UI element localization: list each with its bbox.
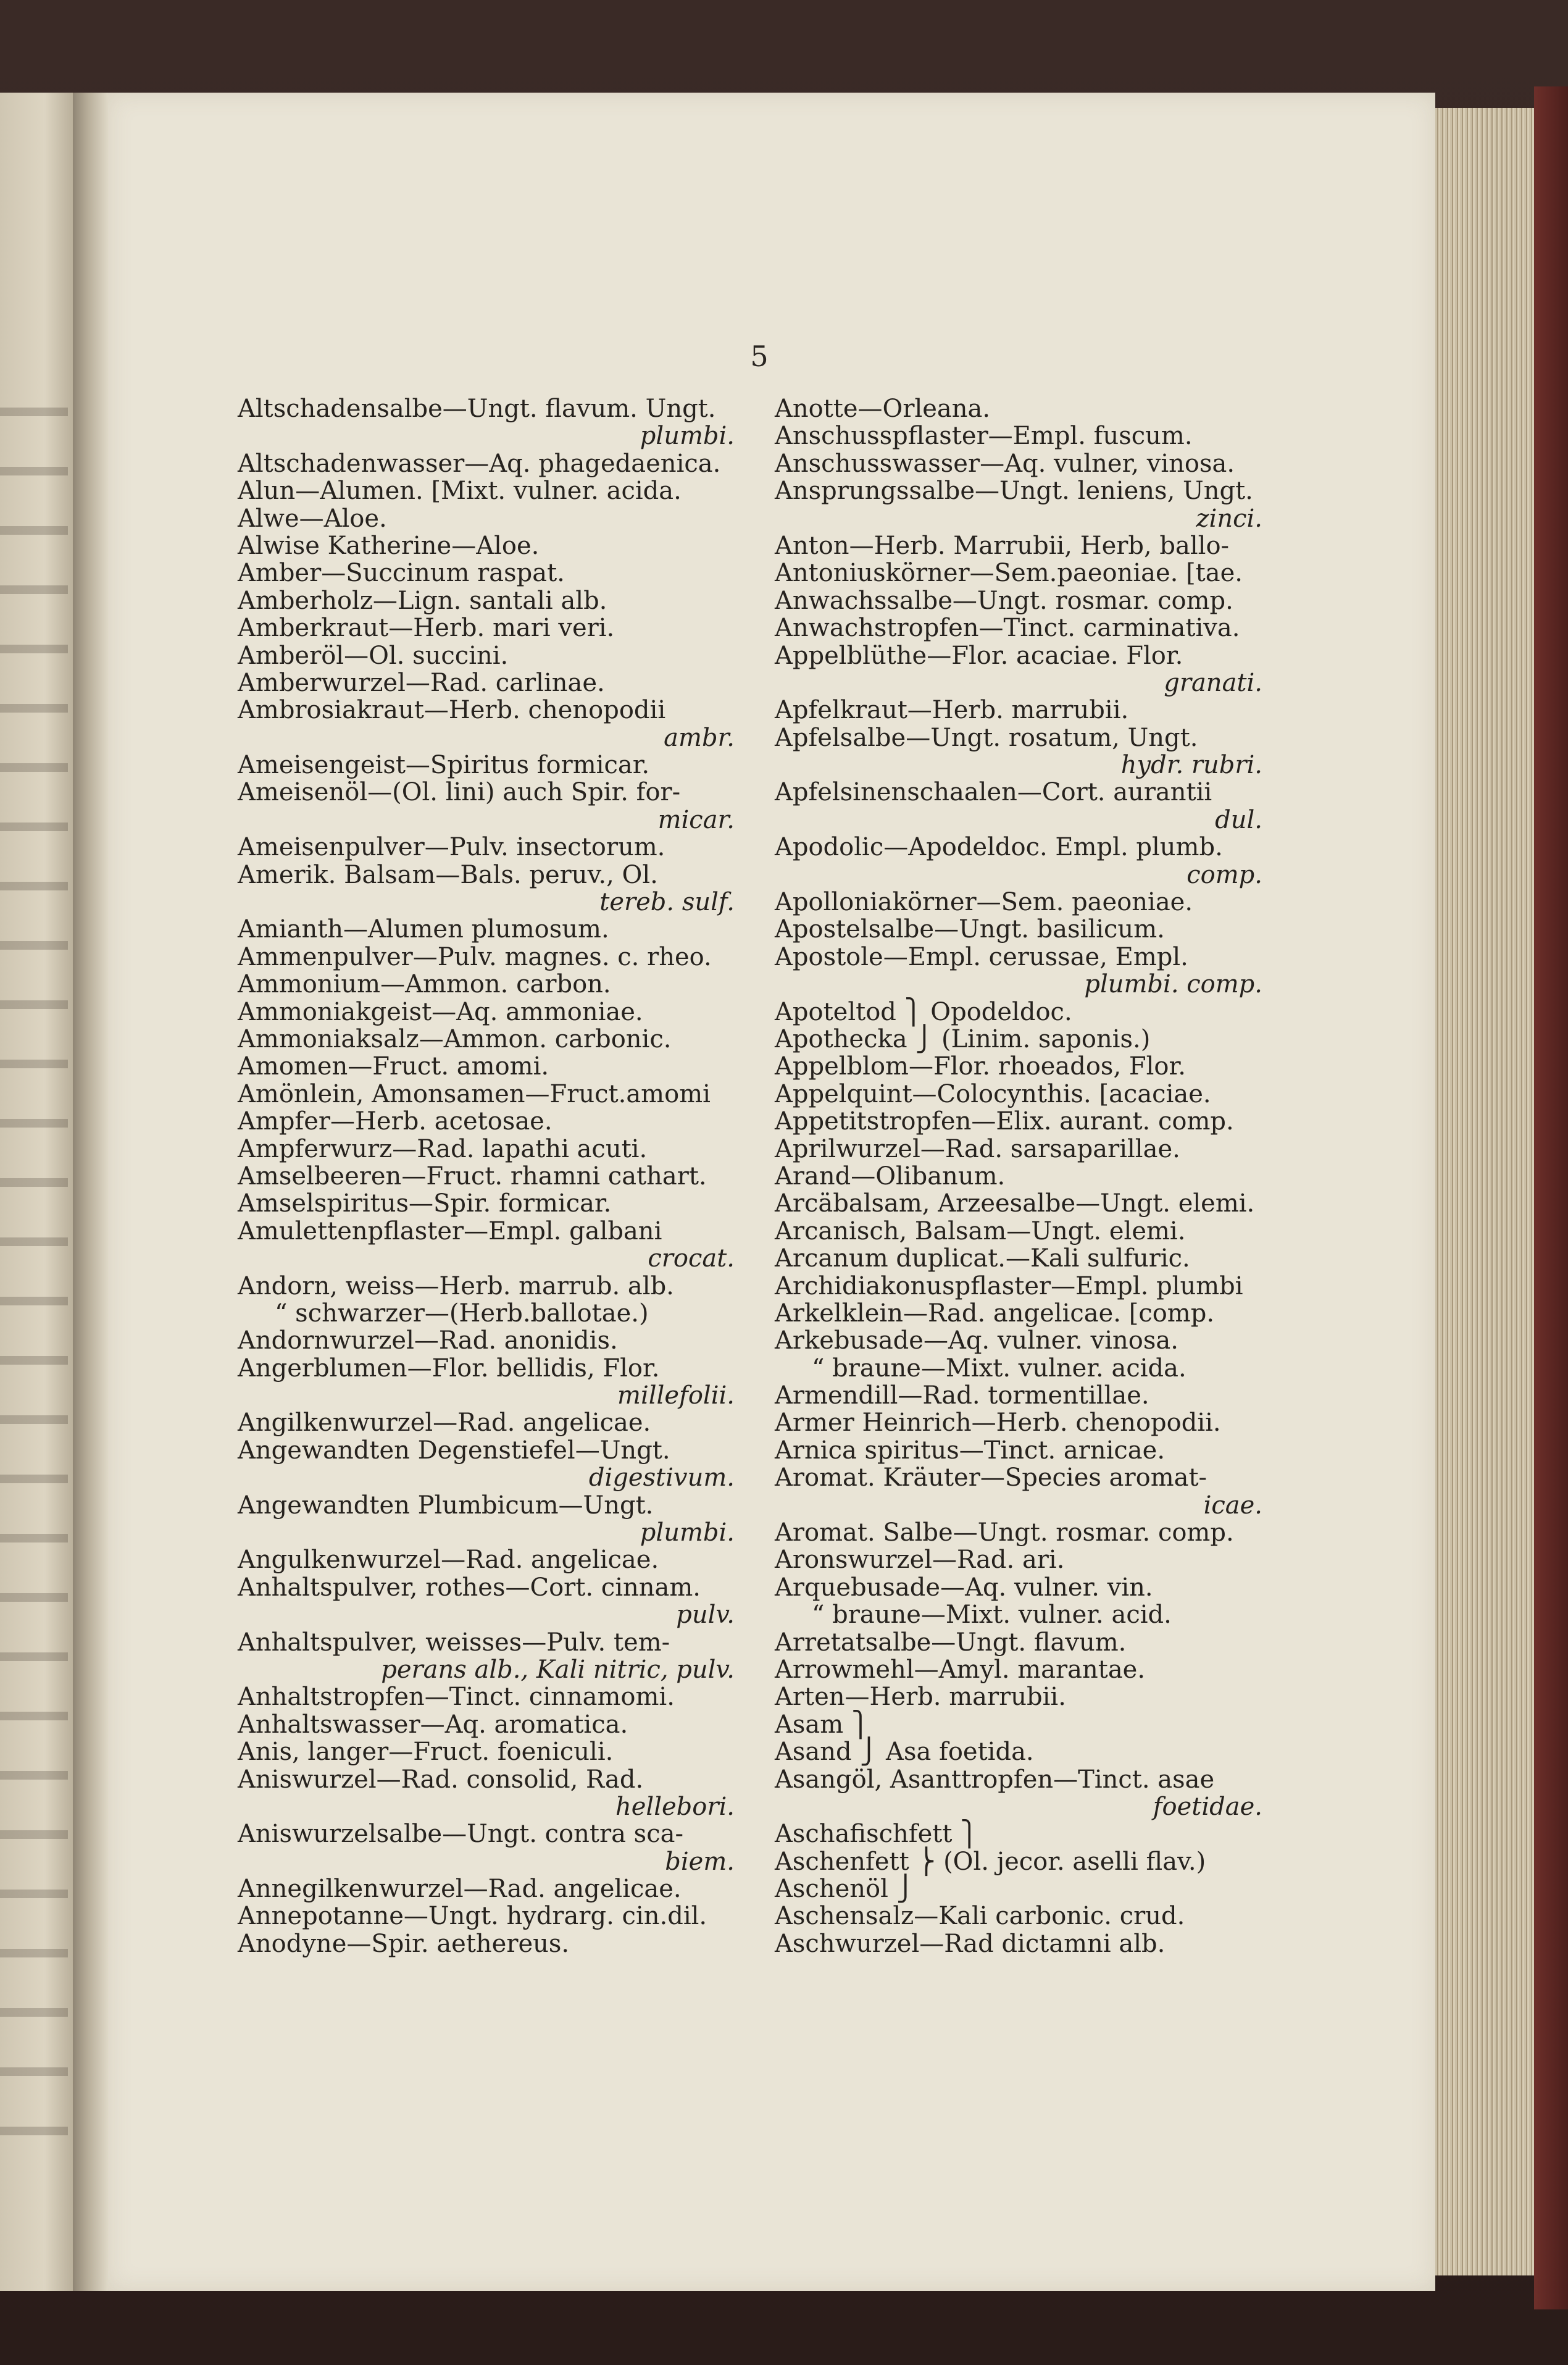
entry-continuation: zinci. — [1196, 504, 1262, 533]
dictionary-entry: Ammonium—Ammon. carbon. — [238, 970, 611, 999]
entry-continuation: millefolii. — [617, 1381, 735, 1410]
dictionary-entry: Alwe—Aloe. — [238, 504, 387, 533]
dictionary-entry: Angerblumen—Flor. bellidis, Flor. — [238, 1354, 660, 1383]
page-number: 5 — [750, 340, 769, 373]
entry-continuation: pulv. — [676, 1601, 735, 1630]
dictionary-entry: Alwise Katherine—Aloe. — [238, 531, 540, 560]
dictionary-entry: Appelblom—Flor. rhoeados, Flor. — [775, 1052, 1186, 1081]
entry-continuation: hellebori. — [615, 1792, 735, 1821]
entry-continuation: digestivum. — [588, 1463, 735, 1492]
dictionary-entry: Anwachssalbe—Ungt. rosmar. comp. — [775, 586, 1233, 615]
dictionary-entry: Arretatsalbe—Ungt. flavum. — [775, 1628, 1127, 1657]
left-column — [238, 395, 735, 1957]
dictionary-entry: Anotte—Orleana. — [775, 395, 991, 423]
dictionary-entry: Anton—Herb. Marrubii, Herb, ballo- — [775, 531, 1230, 560]
dictionary-entry: Apoteltod ⎫ Opodeldoc. — [775, 997, 1072, 1026]
dictionary-entry: Andornwurzel—Rad. anonidis. — [238, 1326, 618, 1355]
dictionary-entry: Angewandten Plumbicum—Ungt. — [238, 1491, 654, 1520]
dictionary-entry: Ameisengeist—Spiritus formicar. — [238, 751, 650, 780]
book-gutter — [73, 93, 110, 2291]
dictionary-entry: Apfelsalbe—Ungt. rosatum, Ungt. — [775, 723, 1198, 752]
dictionary-entry: Apolloniakörner—Sem. paeoniae. — [775, 888, 1193, 917]
dictionary-entry: Angilkenwurzel—Rad. angelicae. — [238, 1409, 651, 1438]
dictionary-entry: Aromat. Kräuter—Species aromat- — [775, 1463, 1207, 1492]
dictionary-entry: Antoniuskörner—Sem.paeoniae. [tae. — [775, 559, 1243, 588]
dictionary-entry: Asam ⎫ — [775, 1710, 870, 1739]
dictionary-entry: Ampferwurz—Rad. lapathi acuti. — [238, 1134, 648, 1163]
entry-continuation: hydr. rubri. — [1120, 751, 1262, 780]
dictionary-entry: Arcanisch, Balsam—Ungt. elemi. — [775, 1216, 1186, 1245]
dictionary-entry: Alun—Alumen. [Mixt. vulner. acida. — [238, 477, 682, 506]
dictionary-entry: Aniswurzel—Rad. consolid, Rad. — [238, 1765, 644, 1794]
entry-continuation: perans alb., Kali nitric, pulv. — [381, 1655, 735, 1684]
dictionary-entry: Amberwurzel—Rad. carlinae. — [238, 668, 605, 697]
dictionary-entry: Appelblüthe—Flor. acaciae. Flor. — [775, 641, 1183, 670]
dictionary-entry: Aronswurzel—Rad. ari. — [775, 1546, 1065, 1575]
dictionary-entry: Amerik. Balsam—Bals. peruv., Ol. — [238, 860, 658, 889]
dictionary-entry: Amönlein, Amonsamen—Fruct.amomi — [238, 1079, 711, 1108]
dictionary-entry: Asand ⎭ Asa foetida. — [775, 1738, 1034, 1767]
dictionary-entry: Arcanum duplicat.—Kali sulfuric. — [775, 1244, 1190, 1273]
dictionary-entry: Anodyne—Spir. aethereus. — [238, 1929, 570, 1958]
dictionary-entry: “ braune—Mixt. vulner. acida. — [812, 1354, 1186, 1383]
entry-continuation: dul. — [1215, 805, 1262, 834]
dictionary-entry: Anschusswasser—Aq. vulner, vinosa. — [775, 449, 1235, 478]
dictionary-entry: Anhaltspulver, rothes—Cort. cinnam. — [238, 1573, 701, 1602]
dictionary-entry: Ansprungssalbe—Ungt. leniens, Ungt. — [775, 477, 1253, 506]
dictionary-entry: Arand—Olibanum. — [775, 1162, 1006, 1191]
dictionary-entry: Asangöl, Asanttropfen—Tinct. asae — [775, 1765, 1215, 1794]
dictionary-entry: Ameisenöl—(Ol. lini) auch Spir. for- — [238, 778, 681, 807]
dictionary-entry: Ameisenpulver—Pulv. insectorum. — [238, 833, 665, 862]
dictionary-entry: Amselspiritus—Spir. formicar. — [238, 1189, 612, 1218]
entry-continuation: granati. — [1164, 668, 1262, 697]
dictionary-entry: Amberkraut—Herb. mari veri. — [238, 614, 615, 643]
dictionary-entry: Ambrosiakraut—Herb. chenopodii — [238, 696, 666, 725]
dictionary-entry: Aschafischfett ⎫ — [775, 1820, 979, 1849]
dictionary-entry: Anis, langer—Fruct. foeniculi. — [238, 1738, 614, 1767]
dictionary-entry: Anwachstropfen—Tinct. carminativa. — [775, 614, 1240, 643]
dictionary-entry: Annegilkenwurzel—Rad. angelicae. — [238, 1875, 682, 1904]
dictionary-entry: Apostelsalbe—Ungt. basilicum. — [775, 915, 1165, 944]
dictionary-entry: Aschenfett ⎬ (Ol. jecor. aselli flav.) — [775, 1847, 1206, 1876]
entry-continuation: plumbi. — [640, 1518, 735, 1547]
dictionary-entry: Angulkenwurzel—Rad. angelicae. — [238, 1546, 659, 1575]
dictionary-entry: Amber—Succinum raspat. — [238, 559, 565, 588]
dictionary-entry: “ schwarzer—(Herb.ballotae.) — [275, 1299, 649, 1328]
dictionary-entry: Anhaltswasser—Aq. aromatica. — [238, 1710, 628, 1739]
dictionary-entry: Amianth—Alumen plumosum. — [238, 915, 609, 944]
dictionary-entry: Appelquint—Colocynthis. [acaciae. — [775, 1079, 1211, 1108]
dictionary-entry: Anschusspflaster—Empl. fuscum. — [775, 422, 1193, 451]
dictionary-entry: Arrowmehl—Amyl. marantae. — [775, 1655, 1146, 1684]
page-stack-edges — [1435, 108, 1539, 2275]
entry-continuation: plumbi. — [640, 422, 735, 451]
dictionary-entry: Altschadensalbe—Ungt. flavum. Ungt. — [238, 395, 716, 423]
dictionary-entry: Apothecka ⎭ (Linim. saponis.) — [775, 1024, 1151, 1053]
dictionary-entry: Arkelklein—Rad. angelicae. [comp. — [775, 1299, 1215, 1328]
entry-continuation: biem. — [665, 1847, 735, 1876]
dictionary-entry: Arcäbalsam, Arzeesalbe—Ungt. elemi. — [775, 1189, 1255, 1218]
entry-continuation: foetidae. — [1153, 1792, 1262, 1821]
entry-continuation: ambr. — [664, 723, 735, 752]
dictionary-entry: “ braune—Mixt. vulner. acid. — [812, 1601, 1172, 1630]
dictionary-entry: Ampfer—Herb. acetosae. — [238, 1107, 553, 1136]
dictionary-entry: Aniswurzelsalbe—Ungt. contra sca- — [238, 1820, 683, 1849]
entry-continuation: tereb. sulf. — [599, 888, 735, 917]
dictionary-entry: Aprilwurzel—Rad. sarsaparillae. — [775, 1134, 1180, 1163]
dictionary-entry: Apfelsinenschaalen—Cort. aurantii — [775, 778, 1212, 807]
book-binding — [1534, 86, 1568, 2309]
dictionary-entry: Appetitstropfen—Elix. aurant. comp. — [775, 1107, 1234, 1136]
right-column — [775, 395, 1262, 1957]
dictionary-entry: Aromat. Salbe—Ungt. rosmar. comp. — [775, 1518, 1234, 1547]
dictionary-entry: Arquebusade—Aq. vulner. vin. — [775, 1573, 1153, 1602]
dictionary-entry: Apostole—Empl. cerussae, Empl. — [775, 942, 1188, 971]
dictionary-entry: Annepotanne—Ungt. hydrarg. cin.dil. — [238, 1902, 707, 1931]
dictionary-entry: Amomen—Fruct. amomi. — [238, 1052, 549, 1081]
entry-continuation: crocat. — [648, 1244, 735, 1273]
dictionary-entry: Armer Heinrich—Herb. chenopodii. — [775, 1409, 1221, 1438]
entry-continuation: micar. — [657, 805, 735, 834]
entry-continuation: plumbi. comp. — [1084, 970, 1262, 999]
dictionary-entry: Anhaltstropfen—Tinct. cinnamomi. — [238, 1683, 675, 1712]
dictionary-entry: Aschwurzel—Rad dictamni alb. — [775, 1929, 1166, 1958]
dictionary-entry: Andorn, weiss—Herb. marrub. alb. — [238, 1271, 674, 1300]
dictionary-entry: Amselbeeren—Fruct. rhamni cathart. — [238, 1162, 707, 1191]
left-page-bleedthrough — [0, 370, 68, 2161]
dictionary-entry: Ammoniaksalz—Ammon. carbonic. — [238, 1024, 672, 1053]
dictionary-entry: Anhaltspulver, weisses—Pulv. tem- — [238, 1628, 670, 1657]
dictionary-entry: Ammoniakgeist—Aq. ammoniae. — [238, 997, 643, 1026]
entry-continuation: icae. — [1203, 1491, 1262, 1520]
dictionary-entry: Aschensalz—Kali carbonic. crud. — [775, 1902, 1185, 1931]
dictionary-entry: Altschadenwasser—Aq. phagedaenica. — [238, 449, 721, 478]
dictionary-entry: Amberöl—Ol. succini. — [238, 641, 509, 670]
entry-continuation: comp. — [1186, 860, 1262, 889]
dictionary-entry: Arkebusade—Aq. vulner. vinosa. — [775, 1326, 1178, 1355]
dictionary-entry: Aschenöl ⎭ — [775, 1875, 915, 1904]
dictionary-entry: Apfelkraut—Herb. marrubii. — [775, 696, 1129, 725]
dictionary-entry: Ammenpulver—Pulv. magnes. c. rheo. — [238, 942, 712, 971]
dictionary-entry: Amberholz—Lign. santali alb. — [238, 586, 607, 615]
dictionary-entry: Angewandten Degenstiefel—Ungt. — [238, 1436, 670, 1465]
dictionary-entry: Arnica spiritus—Tinct. arnicae. — [775, 1436, 1166, 1465]
dictionary-entry: Archidiakonuspflaster—Empl. plumbi — [775, 1271, 1243, 1300]
dictionary-entry: Armendill—Rad. tormentillae. — [775, 1381, 1149, 1410]
dictionary-entry: Arten—Herb. marrubii. — [775, 1683, 1066, 1712]
dictionary-entry: Apodolic—Apodeldoc. Empl. plumb. — [775, 833, 1223, 862]
dictionary-entry: Amulettenpflaster—Empl. galbani — [238, 1216, 662, 1245]
